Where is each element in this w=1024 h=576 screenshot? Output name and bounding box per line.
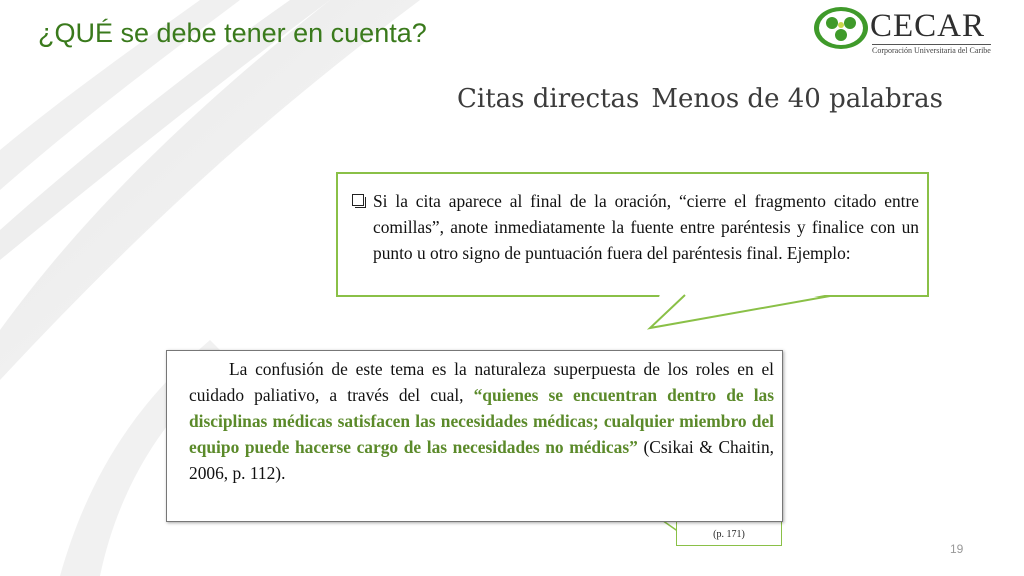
callout-bullet — [352, 188, 919, 266]
cecar-logo — [812, 4, 1012, 58]
example-quote-box — [166, 350, 783, 522]
callout-pointer — [640, 294, 840, 334]
subtitle-part-2: Menos de 40 palabras — [651, 84, 943, 114]
slide-title: ¿QUÉ se debe tener en cuenta? — [38, 18, 427, 48]
cecar-emblem-icon — [812, 4, 870, 52]
callout-text: Si la cita aparece al final de la oración, “cierre el fragmento citado entre comillas”, anote inmediatamente la fuente entre paréntesis y finalice con un punto u otro signo de puntuación fuera del paréntesis final. Ejemplo: — [373, 191, 919, 263]
logo-tagline: Corporación Universitaria del Caribe — [872, 46, 991, 55]
quote-intro: La confusión de este tema es la naturaleza superpuesta de los roles en el cuidado paliativo, a través del cual, — [189, 359, 774, 405]
slide-number: 19 — [950, 542, 964, 556]
slide-subtitle — [457, 84, 943, 114]
page-reference-text: (p. 171) — [713, 529, 745, 540]
logo-wordmark: CECAR — [870, 8, 986, 44]
subtitle-part-1: Citas directas — [457, 84, 640, 114]
quote-highlight: “quienes se encuentran dentro de las disciplinas médicas satisfacen las necesidades médicas; cualquier miembro del equipo puede hacerse cargo de las necesidades no médicas” — [189, 385, 774, 457]
example-quote-text — [189, 356, 774, 486]
checkbox-bullet-icon — [352, 194, 364, 206]
quote-citation: (Csikai & Chaitin, 2006, p. 112). — [189, 437, 775, 483]
instruction-callout — [336, 172, 929, 297]
page-reference-tab — [676, 520, 782, 546]
